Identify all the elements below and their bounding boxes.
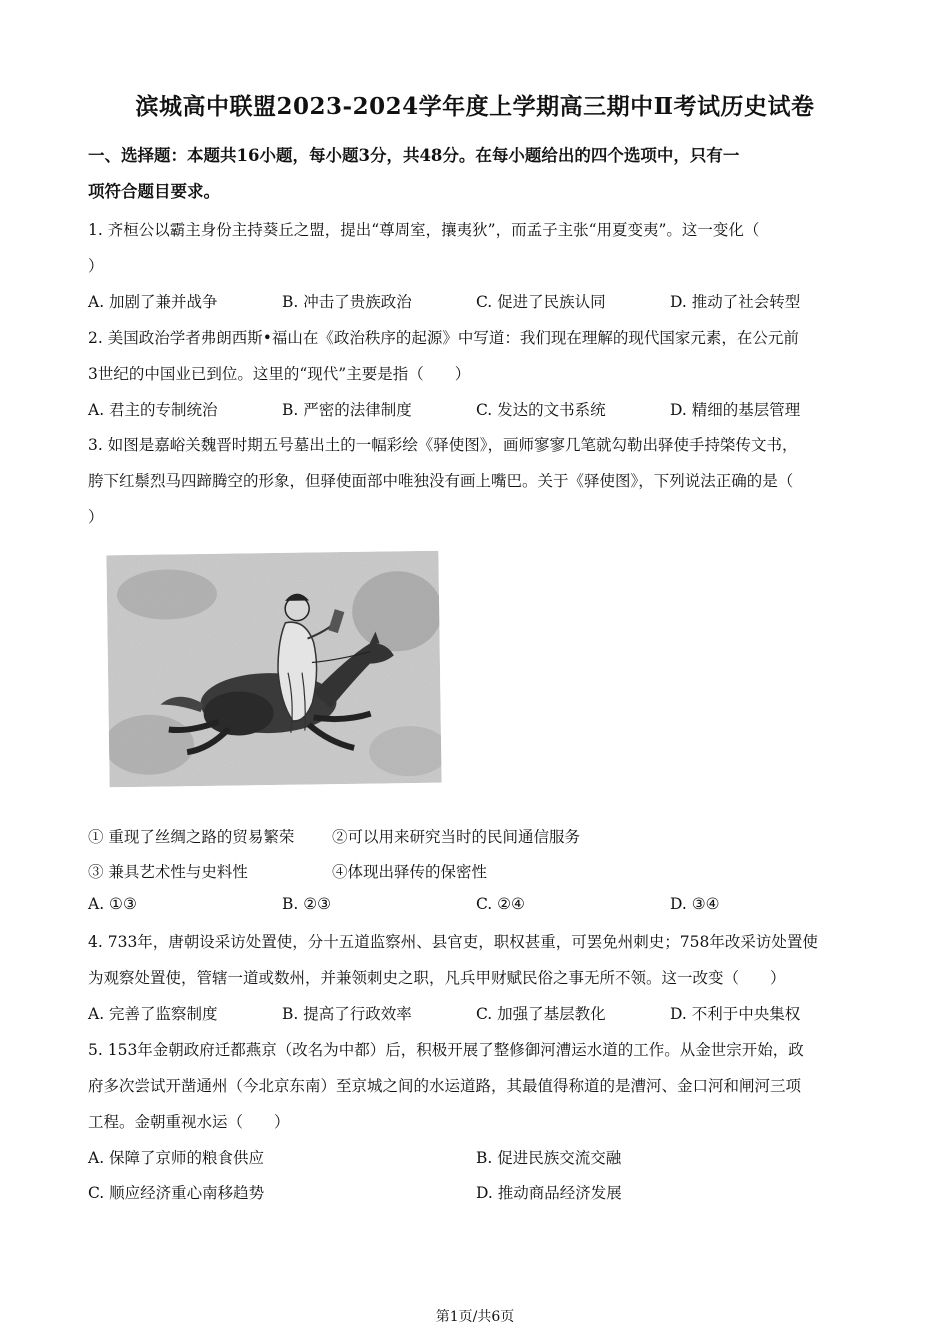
- q4-option-b: B. 提高了行政效率: [282, 1005, 412, 1023]
- q5-option-c: C. 顺应经济重心南移趋势: [88, 1184, 265, 1202]
- page-number-footer: 第1页/共6页: [435, 1309, 515, 1325]
- q3-option-a: A. ①③: [88, 895, 137, 913]
- q3-option-b: B. ②③: [282, 895, 332, 913]
- q5-option-a: A. 保障了京师的粮食供应: [88, 1149, 265, 1167]
- q2-stem-line2: 3世纪的中国业已到位。这里的“现代”主要是指（ ）: [88, 365, 471, 383]
- q2-option-a: A. 君主的专制统治: [88, 401, 218, 419]
- courier-painting-image: [106, 551, 441, 788]
- q4-option-a: A. 完善了监察制度: [88, 1005, 218, 1023]
- q3-option-d: D. ③④: [670, 895, 720, 913]
- section-heading-line1: 一、选择题：本题共16小题，每小题3分，共48分。在每小题给出的四个选项中，只有一: [88, 146, 740, 165]
- q3-stem-line1: 3. 如图是嘉峪关魏晋时期五号墓出土的一幅彩绘《驿使图》，画师寥寥几笔就勾勒出驿使手持棨传文书，: [88, 436, 798, 454]
- q3-stem-line2: 胯下红鬃烈马四蹄腾空的形象，但驿使面部中唯独没有画上嘴巴。关于《驿使图》，下列说法正确的是（: [88, 472, 794, 490]
- section-heading-line2: 项符合题目要求。: [88, 182, 220, 201]
- q3-statement-3: ③ 兼具艺术性与史料性: [88, 863, 248, 881]
- q1-option-b: B. 冲击了贵族政治: [282, 293, 412, 311]
- q1-stem-line2: ）: [88, 257, 104, 275]
- exam-title: 滨城高中联盟2023-2024学年度上学期高三期中Ⅱ考试历史试卷: [135, 93, 815, 120]
- q4-stem-line1: 4. 733年，唐朝设采访处置使，分十五道监察州、县官吏，职权甚重，可罢免州刺史；758年改采访处置使: [88, 933, 818, 951]
- q5-option-d: D. 推动商品经济发展: [476, 1184, 622, 1202]
- q3-statement-4: ④体现出驿传的保密性: [332, 863, 488, 881]
- q2-stem-line1: 2. 美国政治学者弗朗西斯•福山在《政治秩序的起源》中写道：我们现在理解的现代国家元素，在公元前: [88, 329, 799, 347]
- q4-stem-line2: 为观察处置使，管辖一道或数州，并兼领刺史之职，凡兵甲财赋民俗之事无所不领。这一改变（ ）: [88, 969, 786, 987]
- q5-option-b: B. 促进民族交流交融: [476, 1149, 622, 1167]
- q3-statement-2: ②可以用来研究当时的民间通信服务: [332, 828, 581, 846]
- courier-painting-svg: [106, 551, 441, 788]
- q3-stem-line3: ）: [88, 508, 104, 526]
- q1-option-d: D. 推动了社会转型: [670, 293, 801, 311]
- q2-option-c: C. 发达的文书系统: [476, 401, 606, 419]
- q1-stem-line1: 1. 齐桓公以霸主身份主持葵丘之盟，提出“尊周室，攘夷狄”，而孟子主张“用夏变夷”。这一变化（: [88, 221, 760, 239]
- q5-stem-line2: 府多次尝试开凿通州（今北京东南）至京城之间的水运道路，其最值得称道的是漕河、金口河和闸河三项: [88, 1077, 802, 1095]
- q3-statement-1: ① 重现了丝绸之路的贸易繁荣: [88, 828, 295, 846]
- q4-option-c: C. 加强了基层教化: [476, 1005, 606, 1023]
- q1-option-c: C. 促进了民族认同: [476, 293, 606, 311]
- q2-option-d: D. 精细的基层管理: [670, 401, 801, 419]
- q5-stem-line3: 工程。金朝重视水运（ ）: [88, 1113, 290, 1131]
- q2-option-b: B. 严密的法律制度: [282, 401, 412, 419]
- q3-option-c: C. ②④: [476, 895, 525, 913]
- q5-stem-line1: 5. 153年金朝政府迁都燕京（改名为中都）后，积极开展了整修御河漕运水道的工作。从金世宗开始，政: [88, 1041, 804, 1059]
- q4-option-d: D. 不利于中央集权: [670, 1005, 801, 1023]
- q1-option-a: A. 加剧了兼并战争: [88, 293, 218, 311]
